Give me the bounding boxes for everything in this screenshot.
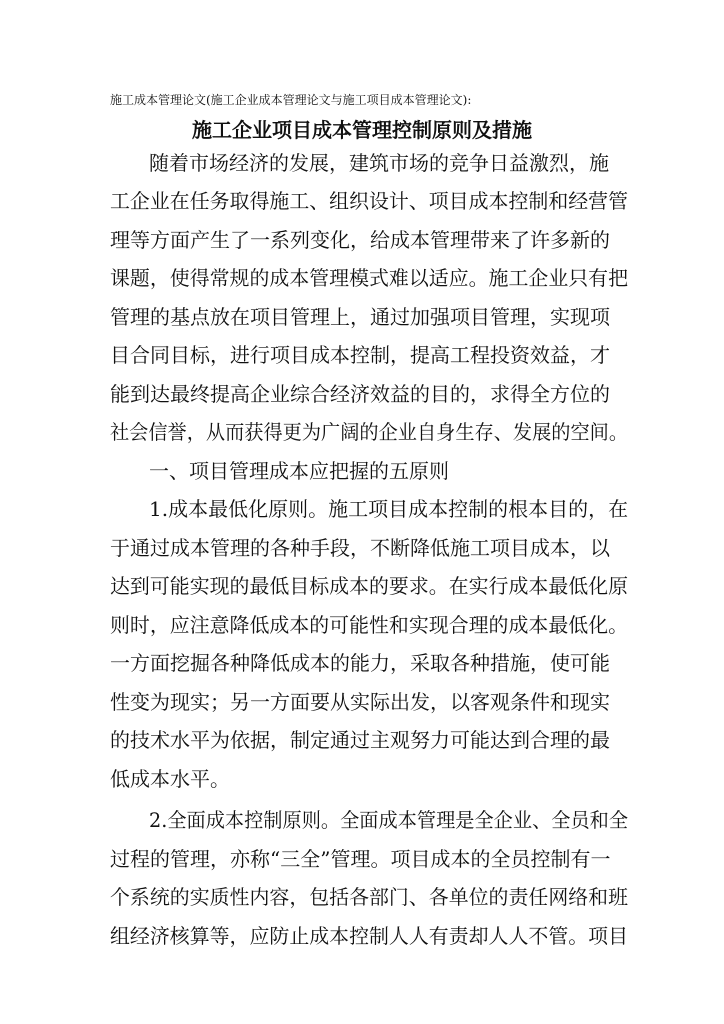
paragraph-line: 组经济核算等，应防止成本控制人人有责却人人不管。项目: [110, 924, 629, 948]
paragraph-line: 于通过成本管理的各种手段，不断降低施工项目成本，以: [110, 536, 610, 560]
paragraph-line: 能到达最终提高企业综合经济效益的目的，求得全方位的: [110, 382, 610, 406]
paragraph-line: 2.全面成本控制原则。全面成本管理是全企业、全员和全: [149, 808, 629, 832]
document-header: 施工成本管理论文(施工企业成本管理论文与施工项目成本管理论文):: [110, 93, 472, 107]
section-heading: 一、项目管理成本应把握的五原则: [149, 459, 449, 483]
paragraph-line: 个系统的实质性内容，包括各部门、各单位的责任网络和班: [110, 885, 629, 909]
paragraph-line: 的技术水平为依据，制定通过主观努力可能达到合理的最: [110, 728, 610, 752]
paragraph-line: 达到可能实现的最低目标成本的要求。在实行成本最低化原: [110, 574, 629, 598]
paragraph-line: 1.成本最低化原则。施工项目成本控制的根本目的，在: [149, 497, 629, 521]
paragraph-line: 低成本水平。: [110, 767, 230, 791]
paragraph-line: 管理的基点放在项目管理上，通过加强项目管理，实现项: [110, 305, 610, 329]
paragraph-line: 性变为现实；另一方面要从实际出发，以客观条件和现实: [110, 690, 610, 714]
paragraph-line: 工企业在任务取得施工、组织设计、项目成本控制和经营管: [110, 189, 629, 213]
paragraph-line: 课题，使得常规的成本管理模式难以适应。施工企业只有把: [110, 266, 629, 290]
document-title: 施工企业项目成本管理控制原则及措施: [192, 118, 532, 142]
paragraph-line: 社会信誉，从而获得更为广阔的企业自身生存、发展的空间。: [110, 420, 629, 444]
paragraph-line: 则时，应注意降低成本的可能性和实现合理的成本最低化。: [110, 613, 629, 637]
paragraph-line: 随着市场经济的发展，建筑市场的竞争日益激烈，施: [149, 151, 609, 175]
paragraph-line: 过程的管理，亦称“三全”管理。项目成本的全员控制有一: [110, 847, 611, 871]
paragraph-line: 一方面挖掘各种降低成本的能力，采取各种措施，使可能: [110, 651, 610, 675]
paragraph-line: 目合同目标，进行项目成本控制，提高工程投资效益，才: [110, 343, 610, 367]
paragraph-line: 理等方面产生了一系列变化，给成本管理带来了许多新的: [110, 228, 610, 252]
